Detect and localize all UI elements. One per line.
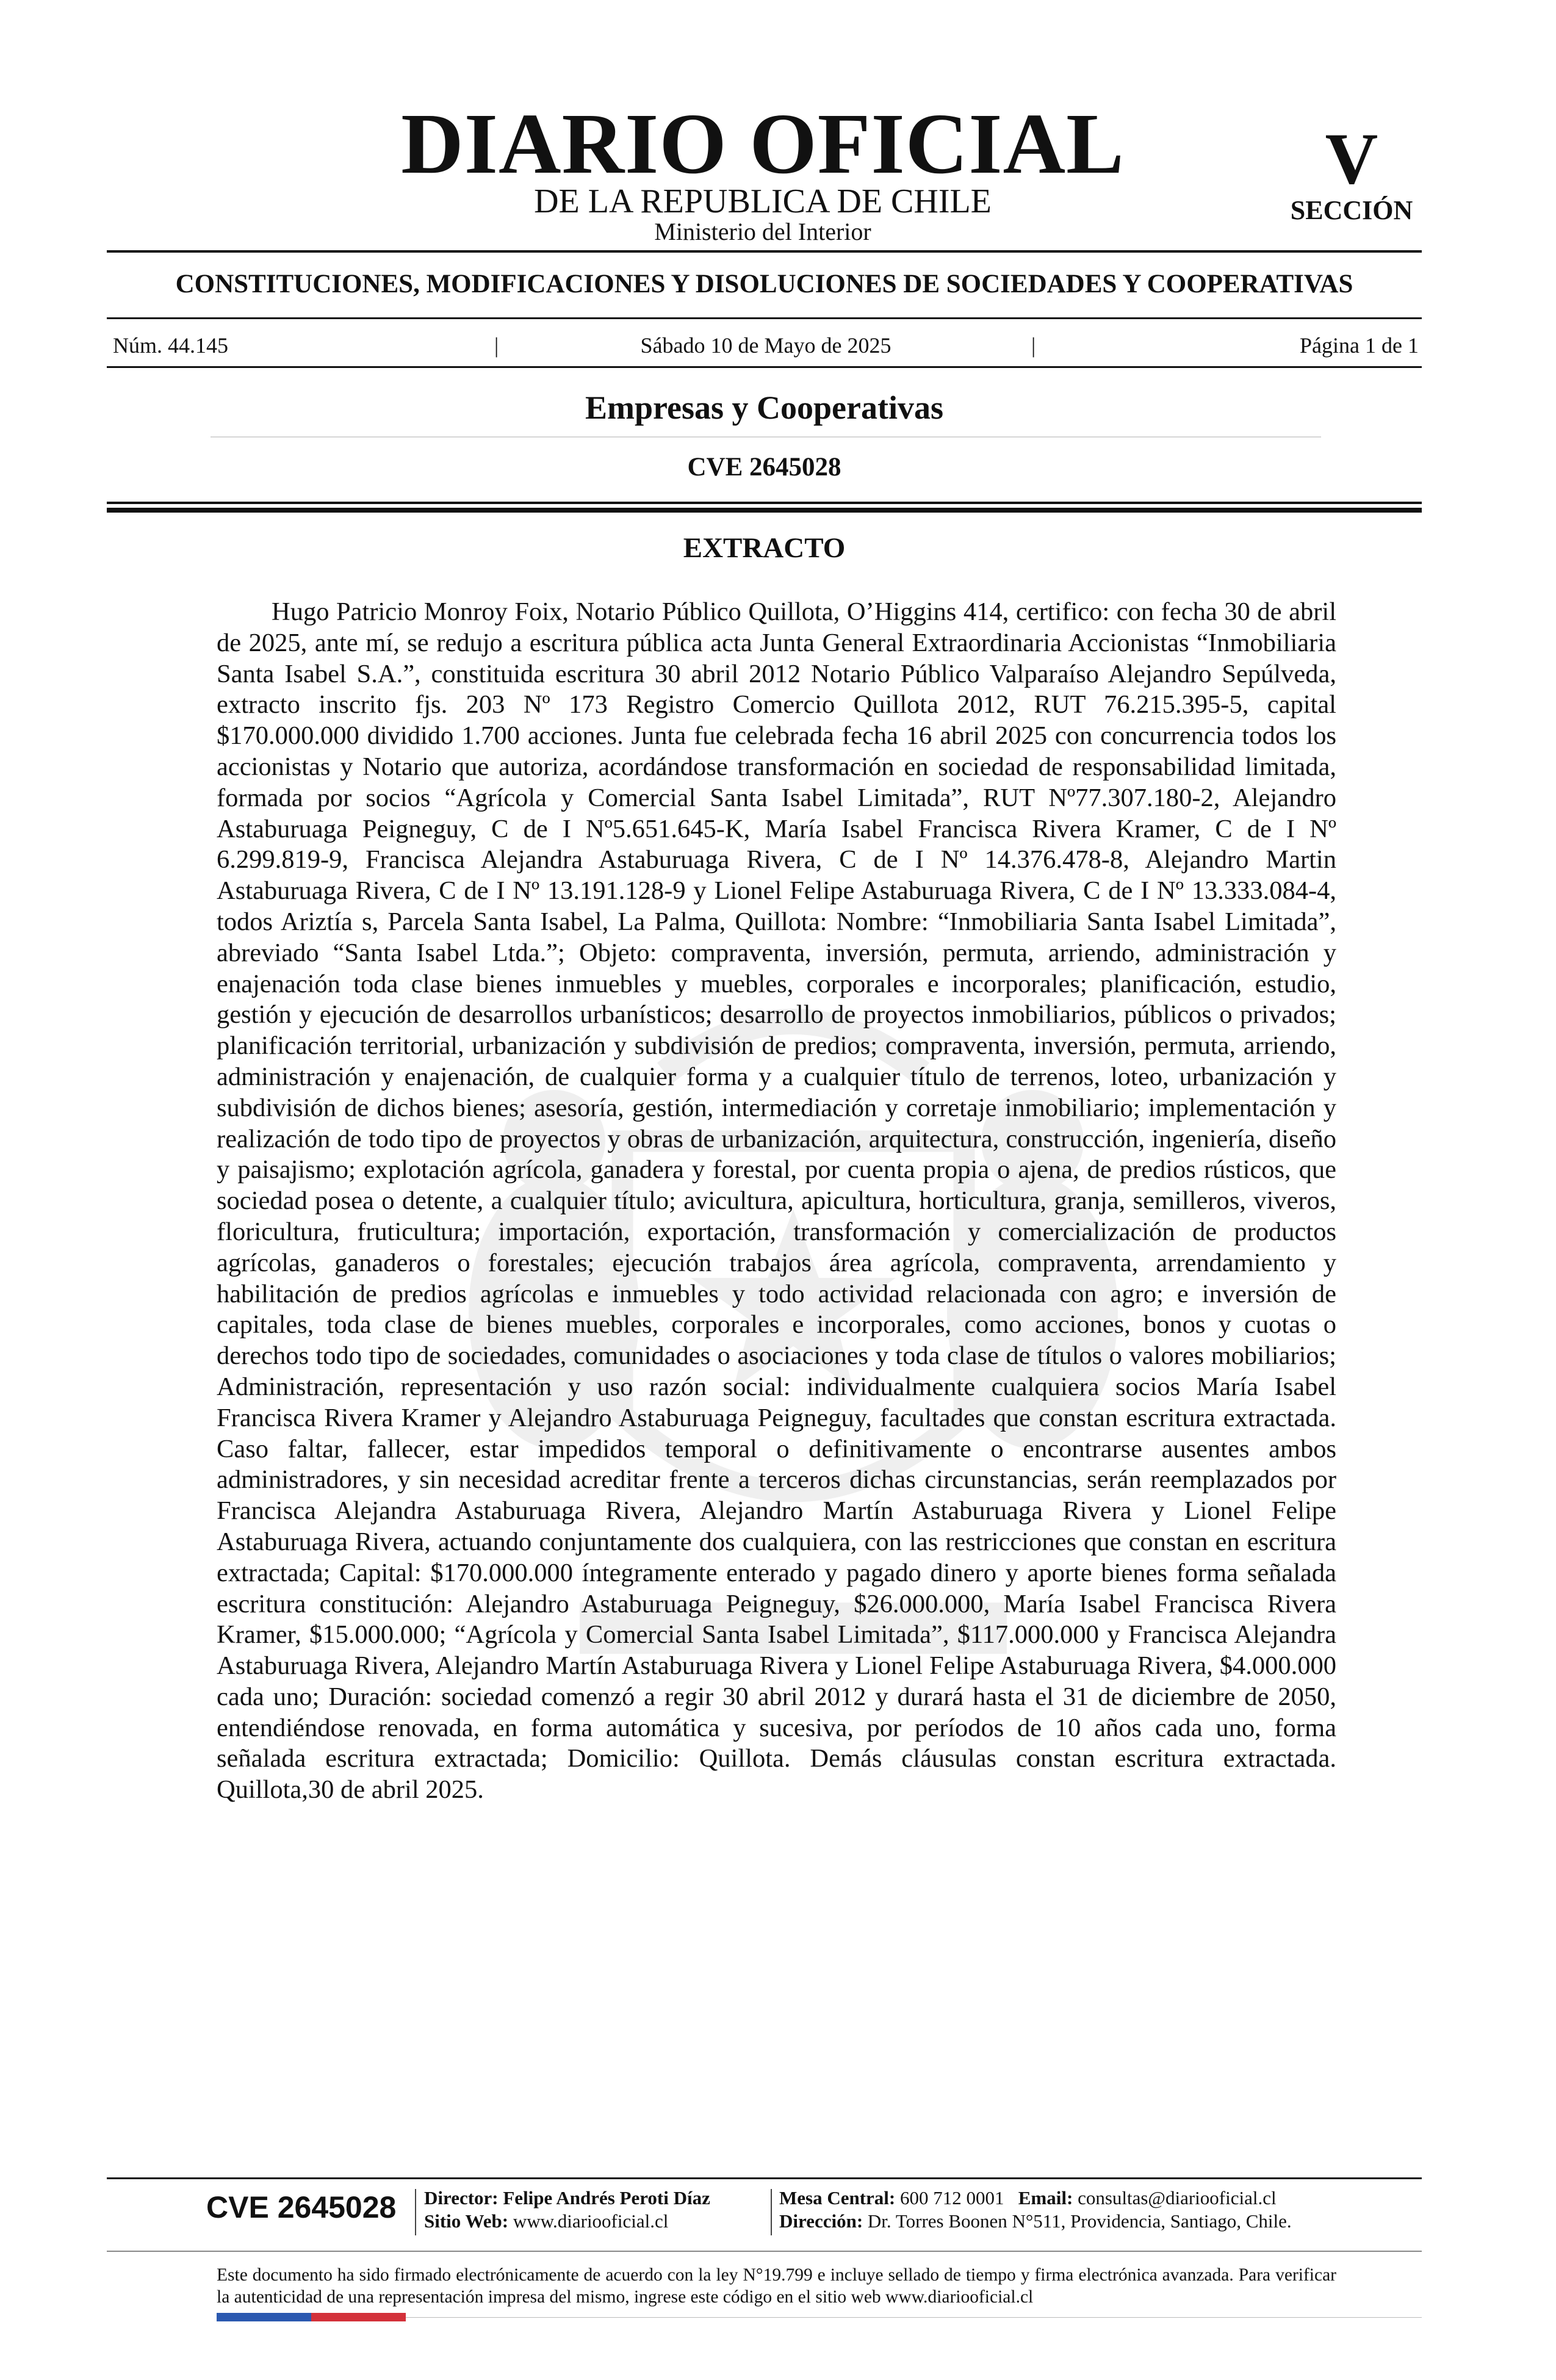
flag-stripe-red [311, 2313, 406, 2321]
footer-contact-block [779, 2187, 1292, 2233]
issue-info-bar [113, 330, 1419, 361]
footer-cve-code: CVE 2645028 [206, 2190, 397, 2224]
site-link[interactable]: www.diariooficial.cl [513, 2210, 669, 2232]
info-separator: | [1031, 333, 1036, 358]
section-title: CONSTITUCIONES, MODIFICACIONES Y DISOLUCIONES DE SOCIEDADES Y COOPERATIVAS [175, 270, 1353, 298]
director-name: Felipe Andrés Peroti Díaz [503, 2187, 710, 2209]
footer-separator [415, 2189, 416, 2235]
footer-director-block [424, 2187, 710, 2233]
address-text: Dr. Torres Boonen N°511, Providencia, Santiago, Chile. [867, 2210, 1292, 2232]
cve-code: CVE 2645028 [687, 453, 841, 481]
issue-date: Sábado 10 de Mayo de 2025 [640, 333, 891, 358]
section-letter: V [1325, 118, 1378, 199]
footer-legal-notice: Este documento ha sido firmado electrónicamente de acuerdo con la ley N°19.799 e incluye sellado de tiempo y firma electrónica avanzada. Para verificar la autenticidad de una representación impresa del mismo, ingrese este código en el sitio web www.diariooficial.cl [217, 2265, 1336, 2307]
issue-number: Núm. 44.145 [113, 333, 228, 358]
flag-baseline [406, 2317, 1422, 2318]
masthead [107, 95, 1419, 245]
info-separator: | [494, 333, 499, 358]
mesa-label: Mesa Central: [779, 2187, 896, 2209]
footer-top-divider [107, 2177, 1422, 2179]
address-label: Dirección: [779, 2210, 863, 2232]
header-double-rule [107, 502, 1422, 504]
masthead-divider [107, 250, 1422, 253]
section-label: SECCIÓN [1290, 195, 1413, 225]
site-label: Sitio Web: [424, 2210, 509, 2232]
info-bottom-divider [107, 366, 1422, 368]
header-double-rule [107, 508, 1422, 513]
mesa-phone: 600 712 0001 [900, 2187, 1004, 2209]
masthead-title: DIARIO OFICIAL [401, 95, 1125, 192]
flag-stripe-blue [217, 2313, 311, 2321]
masthead-ministry: Ministerio del Interior [654, 218, 871, 245]
email-label: Email: [1018, 2187, 1073, 2209]
category-divider [211, 436, 1321, 438]
masthead-subtitle: DE LA REPUBLICA DE CHILE [534, 182, 992, 220]
document-body: Hugo Patricio Monroy Foix, Notario Público Quillota, O’Higgins 414, certifico: con fecha 30 de abril de 2025, ante mí, se redujo a escritura pública acta Junta General Extraordinaria Accionistas “Inmobiliaria Santa Isabel S.A.”, constituida escritura 30 abril 2012 Notario Público Valparaíso Alejandro Sepúlveda, extracto inscrito fjs. 203 Nº 173 Registro Comercio Quillota 2012, RUT 76.215.395-5, capital $170.000.000 dividido 1.700 acciones. Junta fue celebrada fecha 16 abril 2025 con concurrencia todos los accionistas y Notario que autoriza, acordándose transformación en sociedad de responsabilidad limitada, formada por socios “Agrícola y Comercial Santa Isabel Limitada”, RUT Nº77.307.180-2, Alejandro Astaburuaga Peigneguy, C de I Nº5.651.645-K, María Isabel Francisca Rivera Kramer, C de I Nº 6.299.819-9, Francisca Alejandra Astaburuaga Rivera, C de I Nº 14.376.478-8, Alejandro Martin Astaburuaga Rivera, C de I Nº 13.191.128-9 y Lionel Felipe Astaburuaga Rivera, C de I Nº 13.333.084-4, todos Ariztía s, Parcela Santa Isabel, La Palma, Quillota: Nombre: “Inmobiliaria Santa Isabel Limitada”, abreviado “Santa Isabel Ltda.”; Objeto: compraventa, inversión, permuta, arriendo, administración y enajenación toda clase bienes inmuebles y muebles, corporales e incorporales; planificación, estudio, gestión y ejecución de desarrollos urbanísticos; desarrollo de proyectos inmobiliarios, públicos o privados; planificación territorial, urbanización y subdivisión de predios; compraventa, inversión, permuta, arriendo, administración y enajenación, de cualquier forma y a cualquier título de terrenos, loteo, urbanización y subdivisión de dichos bienes; asesoría, gestión, intermediación y corretaje inmobiliario; implementación y realización de todo tipo de proyectos y obras de urbanización, arquitectura, construcción, ingeniería, diseño y paisajismo; explotación agrícola, ganadera y forestal, por cuenta propia o ajena, de predios rústicos, que sociedad posea o detente, a cualquier título; avicultura, apicultura, horticultura, granja, semilleros, viveros, floricultura, fruticultura; importación, exportación, transformación y comercialización de productos agrícolas, ganaderos o forestales; ejecución trabajos área agrícola, compraventa, arrendamiento y habilitación de predios agrícolas e inmuebles y todo actividad relacionada con agro; e inversión de capitales, toda clase de bienes muebles, corporales e incorporales, como acciones, bonos y cuotas o derechos todo tipo de sociedades, comunidades o asociaciones y toda clase de títulos o valores mobiliarios; Administración, representación y uso razón social: individualmente cualquiera socios María Isabel Francisca Rivera Kramer y Alejandro Astaburuaga Peigneguy, facultades que constan escritura extractada. Caso faltar, fallecer, estar impedidos temporal o definitivamente o encontrarse ausentes ambos administradores, y sin necesidad acreditar frente a terceros dichas circunstancias, serán reemplazados por Francisca Alejandra Astaburuaga Rivera, Alejandro Martín Astaburuaga Rivera y Lionel Felipe Astaburuaga Rivera, actuando conjuntamente dos cualquiera, con las restricciones que constan en escritura extractada; Capital: $170.000.000 íntegramente enterado y pagado dinero y aporte bienes forma señalada escritura constitución: Alejandro Astaburuaga Peigneguy, $26.000.000, María Isabel Francisca Rivera Kramer, $15.000.000; “Agrícola y Comercial Santa Isabel Limitada”, $117.000.000 y Francisca Alejandra Astaburuaga Rivera, Alejandro Martín Astaburuaga Rivera y Lionel Felipe Astaburuaga Rivera, $4.000.000 cada uno; Duración: sociedad comenzó a regir 30 abril 2012 y durará hasta el 31 de diciembre de 2050, entendiéndose renovada, en forma automática y sucesiva, por períodos de 10 años cada uno, forma señalada escritura extractada; Domicilio: Quillota. Demás cláusulas constan escritura extractada. Quillota,30 de abril 2025. [217, 597, 1336, 1805]
info-top-divider [107, 317, 1422, 319]
category-heading: Empresas y Cooperativas [585, 389, 943, 426]
email-link[interactable]: consultas@diariooficial.cl [1078, 2187, 1277, 2209]
footer-legal-divider [107, 2251, 1422, 2252]
page-number: Página 1 de 1 [1300, 333, 1419, 358]
director-label: Director: [424, 2187, 499, 2209]
footer-separator [771, 2189, 772, 2235]
document-title: EXTRACTO [683, 532, 846, 564]
